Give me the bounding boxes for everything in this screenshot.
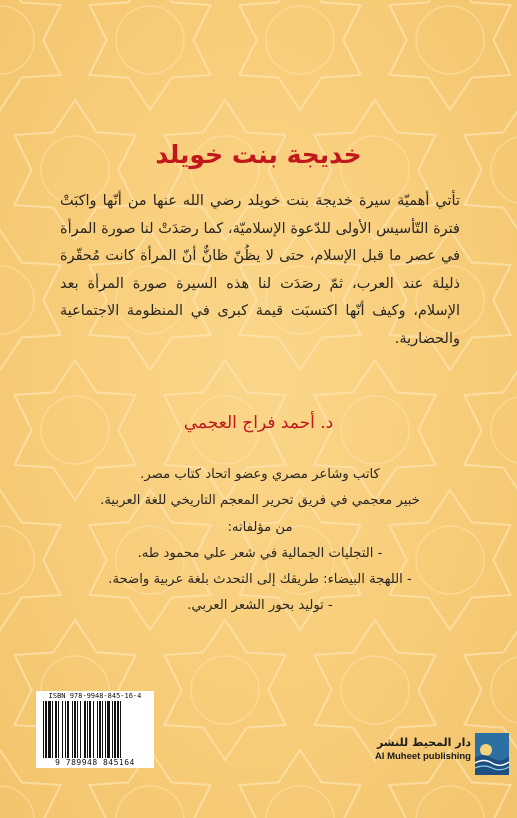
isbn-barcode xyxy=(36,691,154,768)
publisher-name-arabic: دار المحيط للنشر xyxy=(376,736,471,749)
isbn-label: ISBN 978-9948-845-16-4 xyxy=(48,692,142,700)
book-blurb: تأتي أهميّة سيرة خديجة بنت خويلد رضي الله عنها من أنّها واكبَتْ فترة التّأسيس الأولى للدّعوة الإسلاميّة، كما رصَدَتْ لنا صورة المرأة في عصر ما قبل الإسلام، حتى لا يظُنّ ظانٌّ أنّ المرأة كانت مُحقّرة ذليلة عند العرب، ثمّ رصَدَت لنا هذه السيرة صورة المرأة بعد الإسلام، وكيف أنّها اكتسبَت قيمة كبرى في المنظومة الاجتماعية والحضارية. xyxy=(60,193,460,347)
bio-line: - توليد بحور الشعر العربي. xyxy=(187,598,333,614)
publisher-name-english: Al Muheet publishing xyxy=(374,751,471,762)
author-name: د. أحمد فراج العجمي xyxy=(183,413,334,433)
bio-line: - التجليات الجمالية في شعر علي محمود طه. xyxy=(137,545,383,561)
publisher-logo-icon xyxy=(474,732,510,776)
barcode-bars xyxy=(43,701,147,758)
bio-line: كاتب وشاعر مصري وعضو اتحاد كتاب مصر. xyxy=(140,467,380,482)
book-title: خديجة بنت خويلد xyxy=(155,140,362,169)
bio-line: - اللهجة البيضاء: طريقك إلى التحدث بلغة عربية واضحة. xyxy=(108,572,412,588)
author-bio xyxy=(60,462,460,620)
bio-line: من مؤلفاته: xyxy=(227,519,293,535)
bio-line: خبير معجمي في فريق تحرير المعجم التاريخي للغة العربية. xyxy=(100,493,420,509)
barcode-digits: 9 789948 845164 xyxy=(55,758,135,767)
publisher-block xyxy=(346,736,471,762)
